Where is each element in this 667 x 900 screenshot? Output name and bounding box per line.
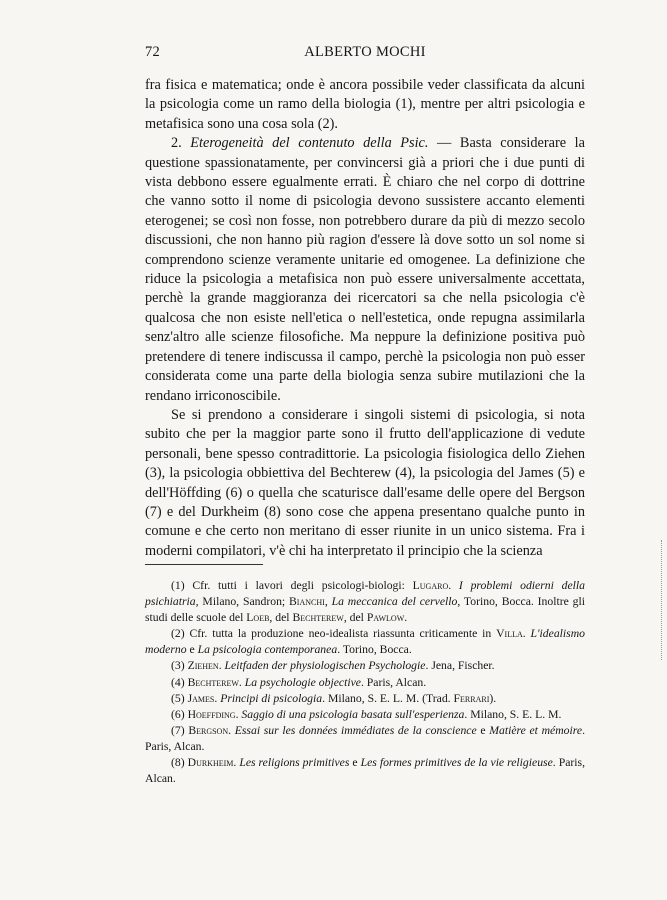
footnote-4: (4) Bechterew. La psychologie objective. Paris, Alcan.	[171, 675, 427, 689]
body-text	[145, 76, 585, 561]
page-number: 72	[145, 44, 161, 60]
scan-edge-mark	[661, 540, 664, 660]
footnote-5: (5) James. Principi di psicologia. Milano, S. E. L. M. (Trad. Ferrari).	[171, 691, 497, 705]
footnote-separator	[145, 564, 263, 565]
paragraph-1-text: fra fisica e matematica; onde è ancora possibile veder classificata da alcuni la psicologia come un ramo della biologia (1), mentre per altri psicologia e metafisica sono una cosa sola (2).	[145, 77, 585, 132]
footnote-1: (1) Cfr. tutti i lavori degli psicologi-biologi: Lugaro. I problemi odierni della psichiatria, Milano, Sandron; Bianchi, La meccanica del cervello, Torino, Bocca. Inoltre gli studi delle scuole del Loeb, del Bechterew, del Pawlow.	[145, 579, 586, 625]
paragraph-3	[145, 406, 585, 561]
footnote-8: (8) Durkheim. Les religions primitives e Les formes primitives de la vie religieuse. Paris, Alcan.	[145, 756, 585, 786]
footnotes	[145, 578, 585, 787]
paragraph-2-text: Basta considerare la questione spassionatamente, per convincersi già a priori che i due punti di vista debbono essere egualmente errati. È chiaro che nel corpo di dottrine che vanno sotto il nome di psicologia devono sussistere accanto elementi eterogenei; se così non fosse, non potrebbero durare da più di mezzo secolo discussioni, che non hanno più ragion d'essere là dove sotto un sol nome si comprendono scienze veramente unitarie ed omogenee. La definizione che riduce la psicologia a metafisica non può essere universalmente accettata, perchè la grande maggioranza dei ricercatori sa che nella psicologia c'è qualcosa che non esiste nell'etica o nell'estetica, onde repugna assimilarla senz'altro alle scienze filosofiche. Ma neppure la definizione positiva può pretendere di tenere indiscussa il campo, perchè la psicologia non può esser considerata come una parte della biologia senza subire mutilazioni che la rendano irriconoscibile.	[145, 135, 585, 404]
paragraph-1	[145, 76, 585, 134]
footnote-7: (7) Bergson. Essai sur les données immédiates de la conscience e Matière et mémoire. Paris, Alcan.	[145, 723, 585, 753]
footnote-3: (3) Ziehen. Leitfaden der physiologischen Psychologie. Jena, Fischer.	[171, 659, 495, 673]
footnote-2: (2) Cfr. tutta la produzione neo-idealista riassunta criticamente in Villa. L'idealismo moderno e La psicologia contemporanea. Torino, Bocca.	[145, 627, 585, 657]
running-title: ALBERTO MOCHI	[304, 44, 426, 60]
section-number: 2.	[171, 135, 182, 152]
paragraph-2	[145, 134, 585, 406]
paragraph-3-text: Se si prendono a considerare i singoli sistemi di psicologia, si nota subito che per la maggior parte sono il frutto dell'applicazione di vedute personali, bene spesso contradittorie. La psicologia fisiologica dello Ziehen (3), la psicologia obbiettiva del Bechterew (4), la psicologia del James (5) e dell'Höffding (6) o quella che scaturisce dall'esame delle opere del Bergson (7) e del Durkheim (8) sono cose che appena presentano qualche punto in comune e che certo non meritano di esser riunite in un unico sistema. Fra i moderni compilatori, v'è chi ha interpretato il principio che la scienza	[145, 406, 585, 559]
em-dash: —	[428, 135, 460, 152]
section-title: Eterogeneità del contenuto della Psic.	[190, 135, 429, 152]
footnote-6: (6) Hoeffding. Saggio di una psicologia basata sull'esperienza. Milano, S. E. L. M.	[171, 707, 562, 721]
